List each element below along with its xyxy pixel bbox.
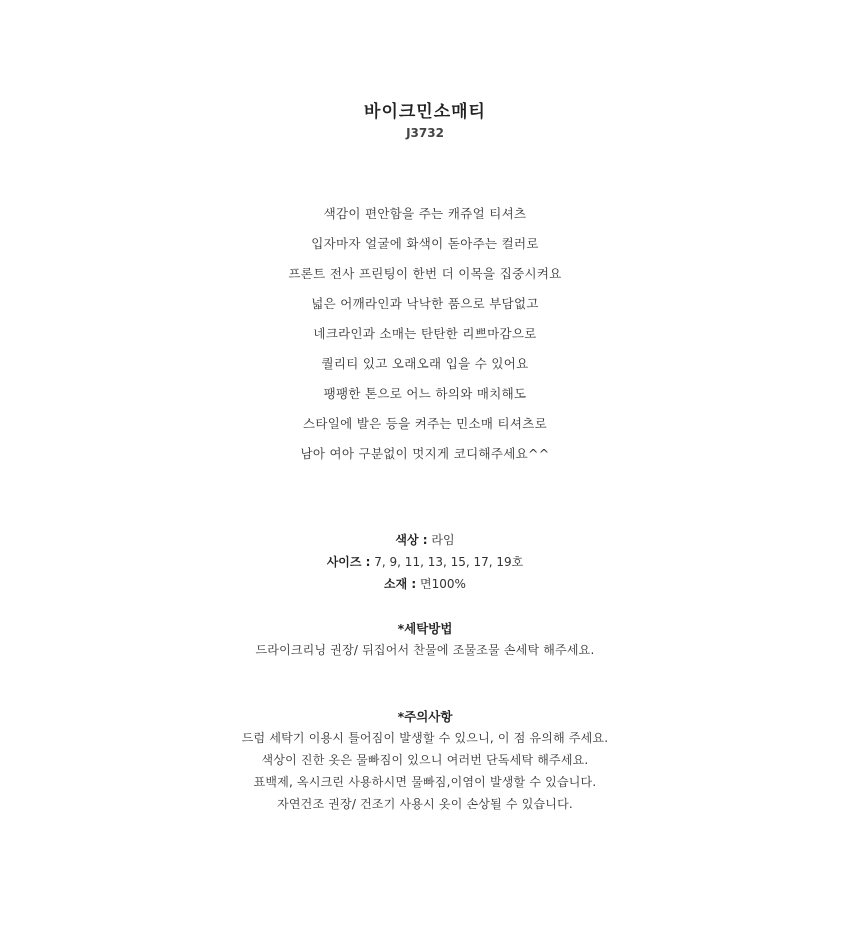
description-line: 스타일에 발은 등을 켜주는 민소매 티셔츠로	[302, 416, 548, 431]
description-line: 프론트 전사 프린팅이 한번 더 이목을 집중시켜요	[288, 266, 562, 281]
description-line: 퀄리티 있고 오래오래 입을 수 있어요	[321, 356, 529, 371]
caution-line: 드럼 세탁기 이용시 틀어짐이 발생할 수 있으니, 이 점 유의해 주세요.	[241, 731, 609, 745]
spec-size-value: 7, 9, 11, 13, 15, 17, 19호	[370, 555, 524, 569]
description-line: 팽팽한 톤으로 어느 하의와 매치해도	[323, 386, 527, 401]
spec-size	[0, 553, 850, 570]
description-line: 네크라인과 소매는 탄탄한 리쁘마감으로	[313, 326, 537, 341]
product-code: J3732	[406, 126, 444, 140]
spec-color	[0, 531, 850, 548]
description-line: 넓은 어깨라인과 낙낙한 품으로 부담없고	[311, 296, 539, 311]
description-line: 남아 여아 구분없이 멋지게 코디해주세요^^	[300, 446, 550, 461]
spec-material	[0, 575, 850, 592]
caution-heading: *주의사항	[397, 709, 453, 724]
description-line: 입자마자 얼굴에 화색이 돋아주는 컬러로	[311, 236, 539, 251]
spec-material-value: 면100%	[416, 577, 466, 591]
spec-size-label: 사이즈 :	[326, 555, 371, 569]
washing-heading: *세탁방법	[397, 621, 453, 636]
spec-color-value: 라임	[427, 533, 455, 547]
description-line: 색감이 편안함을 주는 캐쥬얼 티셔츠	[323, 206, 527, 221]
caution-line: 색상이 진한 옷은 물빠짐이 있으니 여러번 단독세탁 해주세요.	[261, 753, 589, 767]
spec-color-label: 색상 :	[395, 533, 428, 547]
caution-line: 자연건조 권장/ 건조기 사용시 옷이 손상될 수 있습니다.	[277, 797, 573, 811]
product-title: 바이크민소매티	[364, 102, 486, 122]
caution-line: 표백제, 옥시크린 사용하시면 물빠짐,이염이 발생할 수 있습니다.	[253, 775, 597, 789]
spec-material-label: 소재 :	[384, 577, 417, 591]
washing-text: 드라이크리닝 권장/ 뒤집어서 찬물에 조물조물 손세탁 해주세요.	[255, 643, 595, 657]
